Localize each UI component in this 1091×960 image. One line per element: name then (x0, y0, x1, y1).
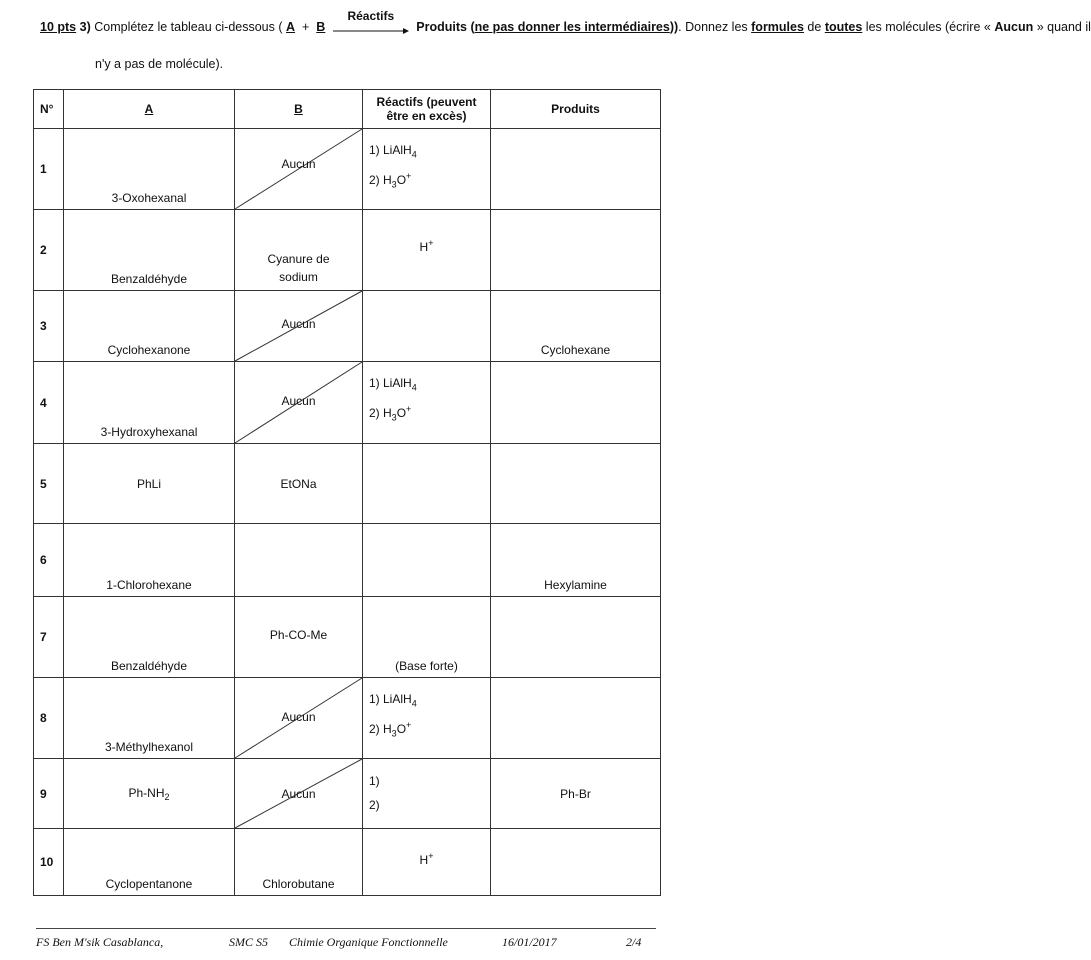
cell-b[interactable] (235, 444, 363, 524)
reagent-step-2: 2) H (369, 406, 392, 421)
row-number: 5 (34, 444, 64, 524)
cell-reactifs[interactable] (363, 210, 491, 291)
cell-produits[interactable] (491, 362, 661, 444)
footer-course: Chimie Organique Fonctionnelle (289, 935, 448, 949)
cell-a[interactable] (64, 362, 235, 444)
cell-b-text (235, 250, 362, 286)
cell-produits[interactable] (491, 678, 661, 759)
superscript: + (406, 404, 412, 415)
paren-open: ( (470, 20, 475, 34)
cell-reactifs[interactable] (363, 129, 491, 210)
cell-b-text: Aucun (281, 786, 316, 801)
cell-a[interactable] (64, 759, 235, 829)
subscript: 4 (411, 382, 417, 393)
superscript: + (406, 720, 412, 731)
cell-produits[interactable] (491, 291, 661, 362)
header-line-1 (40, 8, 1091, 36)
cell-reactifs[interactable] (363, 362, 491, 444)
cell-reactifs[interactable] (363, 444, 491, 524)
exercise-table (33, 89, 661, 896)
plus-sign: + (302, 20, 310, 34)
cell-a-text: 3-Hydroxyhexanal (100, 425, 198, 439)
cell-b-text: EtONa (280, 476, 317, 491)
cell-p-text: Cyclohexane (540, 343, 611, 357)
col-header-reactifs (363, 90, 491, 129)
header-line-3: n'y a pas de molécule). (95, 57, 224, 71)
cell-a-text: Cyclopentanone (105, 877, 193, 891)
subscript: 3 (391, 412, 397, 423)
table-row (34, 129, 661, 210)
cell-a-text: Benzaldéhyde (110, 659, 188, 673)
reagent-step-2: 2) H (369, 173, 392, 188)
reagent-tail: O (396, 406, 407, 421)
row-number: 10 (34, 829, 64, 896)
table-row (34, 524, 661, 597)
subscript: 2 (164, 791, 170, 802)
cell-a[interactable] (64, 291, 235, 362)
reagent-step-1: 1) LiAlH (369, 376, 412, 390)
cell-b-text: Aucun (281, 157, 316, 171)
footer-level: SMC S5 (229, 935, 268, 949)
table-row (34, 597, 661, 678)
label-b: B (316, 20, 326, 34)
reagents (369, 139, 417, 196)
cell-b[interactable] (235, 597, 363, 678)
donnez-text: . Donnez les (678, 20, 748, 34)
cell-p-text: Hexylamine (544, 578, 607, 592)
row-number: 9 (34, 759, 64, 829)
instruction-no-intermediates: ne pas donner les intermédiaires (474, 20, 670, 34)
cell-a[interactable] (64, 597, 235, 678)
superscript: + (428, 238, 434, 248)
col-header-a: A (64, 90, 235, 129)
label-a: A (286, 20, 296, 34)
cell-b-text: Ph-CO-Me (269, 628, 328, 642)
formula: Ph-NH (128, 785, 165, 800)
cell-b[interactable] (235, 759, 363, 829)
cell-b[interactable] (235, 129, 363, 210)
subscript: 4 (411, 698, 417, 709)
cell-produits[interactable] (491, 759, 661, 829)
cell-a-text (64, 785, 234, 801)
cell-b-text: Aucun (281, 317, 316, 331)
footer-school: FS Ben M'sik Casablanca, (36, 935, 164, 949)
cell-b-text: Chlorobutane (262, 877, 335, 891)
subscript: 4 (411, 149, 417, 160)
reagent-center (363, 238, 490, 254)
row-number: 7 (34, 597, 64, 678)
col-header-produits: Produits (491, 90, 661, 129)
cell-reactifs[interactable] (363, 829, 491, 896)
reagent-center (363, 851, 490, 867)
table-row (34, 678, 661, 759)
cell-a-text: PhLi (136, 476, 162, 491)
cell-a[interactable] (64, 524, 235, 597)
cell-b[interactable] (235, 291, 363, 362)
cell-reactifs[interactable] (363, 524, 491, 597)
de-word: de (807, 20, 822, 34)
cell-produits[interactable] (491, 597, 661, 678)
arrow-label: Réactifs (347, 8, 395, 23)
row-number: 8 (34, 678, 64, 759)
reagent-step-1: 1) LiAlH (369, 143, 412, 157)
superscript: + (428, 851, 434, 861)
row-number: 6 (34, 524, 64, 597)
cell-a[interactable] (64, 129, 235, 210)
cell-a-text: 3-Oxohexanal (111, 191, 187, 205)
table-row (34, 444, 661, 524)
question-number: 3) (79, 20, 91, 34)
cell-b[interactable] (235, 829, 363, 896)
footer-page: 2/4 (626, 935, 642, 949)
reagent-step-1: 1) LiAlH (369, 692, 412, 706)
reagent: H (419, 853, 429, 867)
subscript: 3 (391, 728, 397, 739)
reagents (369, 688, 417, 745)
cell-p-text: Ph-Br (560, 786, 591, 801)
reagent-step-2: 2) (369, 798, 380, 812)
quand-text: » quand il (1036, 20, 1091, 34)
superscript: + (406, 171, 412, 182)
row-number: 4 (34, 362, 64, 444)
cell-produits[interactable] (491, 129, 661, 210)
reagents (369, 372, 417, 429)
header-wrap (40, 37, 660, 73)
cell-reactifs[interactable] (363, 678, 491, 759)
formules-word: formules (751, 20, 804, 34)
reactifs-line2: être en excès) (386, 109, 467, 123)
cell-produits[interactable] (491, 444, 661, 524)
table-row (34, 759, 661, 829)
cell-b-line2: sodium (279, 270, 318, 284)
row-number: 1 (34, 129, 64, 210)
reagent-tail: O (396, 173, 407, 188)
header-row (34, 90, 661, 129)
produits-label: Produits (416, 20, 467, 34)
cell-produits[interactable] (491, 210, 661, 291)
subscript: 3 (391, 179, 397, 190)
reagent-bottom: (Base forte) (395, 659, 458, 673)
row-number: 3 (34, 291, 64, 362)
footer-date: 16/01/2017 (502, 935, 557, 949)
molecules-text: les molécules (écrire « (865, 20, 991, 34)
table-row (34, 210, 661, 291)
paren-close: )) (669, 20, 679, 34)
col-header-b: B (235, 90, 363, 129)
cell-a[interactable] (64, 444, 235, 524)
cell-reactifs[interactable] (363, 759, 491, 829)
col-header-num: N° (34, 90, 64, 129)
reactifs-line1: Réactifs (peuvent (376, 95, 477, 109)
table-row (34, 829, 661, 896)
cell-reactifs[interactable] (363, 291, 491, 362)
cell-b-text: Aucun (281, 394, 316, 408)
cell-b-text: Aucun (281, 710, 316, 724)
cell-produits[interactable] (491, 829, 661, 896)
cell-a[interactable] (64, 210, 235, 291)
table-row (34, 291, 661, 362)
reagent-step-1: 1) (369, 774, 380, 788)
cell-b-line1: Cyanure de (267, 252, 330, 266)
cell-a[interactable] (64, 678, 235, 759)
reaction-arrow (333, 8, 409, 36)
cell-produits[interactable] (491, 524, 661, 597)
table-row (34, 362, 661, 444)
cell-a-text: Cyclohexanone (107, 343, 191, 357)
reagent: H (419, 240, 429, 254)
cell-a-text: 1-Chlorohexane (106, 578, 192, 592)
cell-reactifs[interactable] (363, 597, 491, 678)
cell-a-text: Benzaldéhyde (110, 272, 188, 286)
toutes-word: toutes (824, 20, 863, 34)
cell-b[interactable] (235, 210, 363, 291)
question-header (40, 8, 1091, 36)
reagent-tail: O (396, 722, 407, 737)
intro-text: Complétez le tableau ci-dessous ( (94, 20, 283, 34)
cell-b[interactable] (235, 678, 363, 759)
reagent-step-2: 2) H (369, 722, 392, 737)
row-number: 2 (34, 210, 64, 291)
cell-a-text: 3-Méthylhexanol (104, 740, 194, 754)
cell-b[interactable] (235, 524, 363, 597)
aucun-word: Aucun (994, 20, 1034, 34)
cell-b[interactable] (235, 362, 363, 444)
cell-a[interactable] (64, 829, 235, 896)
arrow-icon (333, 27, 409, 35)
page-footer (36, 928, 656, 949)
reagents (369, 769, 380, 817)
points: 10 pts (40, 20, 77, 34)
